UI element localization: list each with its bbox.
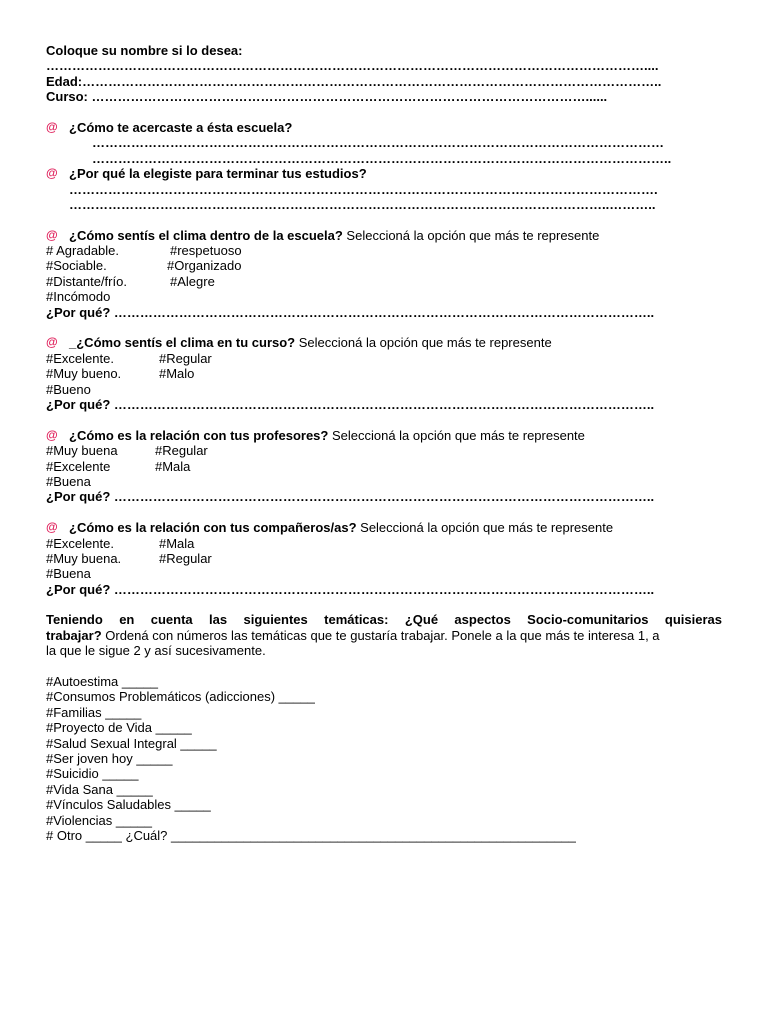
name-label: Coloque su nombre si lo desea:	[46, 43, 243, 58]
topic-item[interactable]: #Suicidio _____	[46, 766, 139, 782]
question-5-text: ¿Cómo es la relación con tus profesores?	[69, 427, 329, 443]
swirl-bullet-icon: @	[46, 119, 58, 134]
topics-intro-line-3: la que le sigue 2 y así sucesivamente.	[46, 643, 266, 659]
swirl-bullet-icon: @	[46, 227, 58, 242]
question-2	[46, 166, 722, 181]
option-excelente[interactable]: #Excelente.	[46, 350, 114, 366]
question-4	[46, 335, 722, 350]
option-respetuoso[interactable]: #respetuoso	[170, 243, 242, 259]
option-regular[interactable]: #Regular	[159, 350, 212, 366]
topic-item[interactable]: #Consumos Problemáticos (adicciones) _____	[46, 689, 315, 705]
option-muy-buena[interactable]: #Muy buena	[46, 443, 118, 459]
option-buena[interactable]: #Buena	[46, 566, 91, 582]
topic-item[interactable]: #Vínculos Saludables _____	[46, 797, 211, 813]
question-3	[46, 228, 722, 243]
option-row	[46, 366, 722, 381]
option-bueno[interactable]: #Bueno	[46, 381, 91, 397]
name-dotted-line[interactable]: …………………………………………………………………………………………………………………………....	[46, 58, 659, 74]
option-row	[46, 274, 722, 289]
question-2-text: ¿Por qué la elegiste para terminar tus estudios?	[69, 166, 367, 182]
question-4-prefix: _	[69, 335, 77, 351]
option-row	[46, 258, 722, 273]
topic-item[interactable]: #Familias _____	[46, 704, 142, 720]
swirl-bullet-icon: @	[46, 520, 58, 535]
option-mala[interactable]: #Mala	[155, 458, 191, 474]
question-1-text: ¿Cómo te acercaste a ésta escuela?	[69, 119, 293, 135]
topic-item[interactable]: #Vida Sana _____	[46, 781, 153, 797]
course-label: Curso:	[46, 89, 88, 105]
option-distante-frio[interactable]: #Distante/frío.	[46, 273, 127, 289]
option-row	[46, 243, 722, 258]
age-field[interactable]	[46, 74, 722, 89]
option-row	[46, 536, 722, 551]
option-incomodo[interactable]: #Incómodo	[46, 289, 111, 305]
why-5-line[interactable]: ¿Por qué? ……………………………………………………………………………………………………………..	[46, 489, 655, 505]
course-dotted-line[interactable]: ……………………………………………………………………………………………………......	[87, 89, 608, 105]
topics-list	[46, 674, 722, 843]
option-sociable[interactable]: #Sociable.	[46, 258, 107, 274]
question-1	[46, 120, 722, 135]
answer-2-line-1[interactable]: ……………………………………………………………………………………………………………………….	[69, 181, 658, 197]
option-row	[46, 474, 722, 489]
why-6-line[interactable]: ¿Por qué? ……………………………………………………………………………………………………………..	[46, 581, 655, 597]
question-4-text: ¿Cómo sentís el clima en tu curso?	[76, 335, 296, 351]
option-muy-bueno[interactable]: #Muy bueno.	[46, 366, 122, 382]
option-row	[46, 289, 722, 304]
option-row	[46, 443, 722, 458]
option-buena[interactable]: #Buena	[46, 473, 91, 489]
question-3-text: ¿Cómo sentís el clima dentro de la escuela?	[69, 227, 343, 243]
option-organizado[interactable]: #Organizado	[167, 258, 242, 274]
topics-intro-line-1: Teniendo en cuenta las siguientes temáticas: ¿Qué aspectos Socio-comunitarios quisieras	[46, 612, 722, 628]
topic-item-other[interactable]: # Otro _____ ¿Cuál? ________________________________________________________	[46, 827, 576, 843]
swirl-bullet-icon: @	[46, 427, 58, 442]
option-regular[interactable]: #Regular	[155, 443, 208, 459]
option-agradable[interactable]: # Agradable.	[46, 243, 120, 259]
question-6-text: ¿Cómo es la relación con tus compañeros/as?	[69, 520, 357, 536]
age-label: Edad:	[46, 73, 83, 89]
topics-intro-bold: trabajar?	[46, 627, 102, 643]
why-3-line[interactable]: ¿Por qué? ……………………………………………………………………………………………………………..	[46, 304, 655, 320]
questionnaire-page	[46, 43, 722, 843]
option-excelente[interactable]: #Excelente	[46, 458, 111, 474]
topic-item[interactable]: #Autoestima _____	[46, 674, 159, 690]
course-field[interactable]	[46, 89, 722, 104]
option-excelente[interactable]: #Excelente.	[46, 535, 114, 551]
topic-item[interactable]: #Salud Sexual Integral _____	[46, 735, 217, 751]
option-row	[46, 382, 722, 397]
question-4-instruction: Seleccioná la opción que más te represente	[295, 335, 552, 351]
why-4-line[interactable]: ¿Por qué? ……………………………………………………………………………………………………………..	[46, 396, 655, 412]
swirl-bullet-icon: @	[46, 166, 58, 181]
question-3-instruction: Seleccioná la opción que más te represente	[342, 227, 600, 243]
answer-1-line-1[interactable]: ……………………………………………………………………………………………………………………	[92, 135, 664, 151]
swirl-bullet-icon: @	[46, 335, 58, 350]
option-malo[interactable]: #Malo	[159, 366, 195, 382]
option-muy-buena[interactable]: #Muy buena.	[46, 550, 122, 566]
topic-item[interactable]: #Violencias _____	[46, 812, 153, 828]
topic-item[interactable]: #Proyecto de Vida _____	[46, 720, 192, 736]
topic-item[interactable]: #Ser joven hoy _____	[46, 750, 173, 766]
option-row	[46, 459, 722, 474]
option-mala[interactable]: #Mala	[159, 535, 195, 551]
topics-intro-line-2	[46, 628, 722, 643]
answer-1-line-2[interactable]: ……………………………………………………………………………………………………………………..	[92, 150, 672, 166]
option-alegre[interactable]: #Alegre	[170, 273, 215, 289]
question-5	[46, 428, 722, 443]
question-6	[46, 520, 722, 535]
question-6-instruction: Seleccioná la opción que más te represente	[356, 520, 614, 536]
topics-intro-instruction: Ordená con números las temáticas que te gustaría trabajar. Ponele a la que más te interesa 1, a	[101, 627, 660, 643]
option-row	[46, 551, 722, 566]
option-regular[interactable]: #Regular	[159, 550, 212, 566]
answer-2-line-2[interactable]: ……………………………………………………………………………………………………………..………..	[69, 196, 656, 212]
age-dotted-line[interactable]: ……………………………………………………………………………………………………………………..	[82, 73, 662, 89]
option-row	[46, 566, 722, 581]
option-row	[46, 351, 722, 366]
question-5-instruction: Seleccioná la opción que más te represente	[328, 427, 585, 443]
